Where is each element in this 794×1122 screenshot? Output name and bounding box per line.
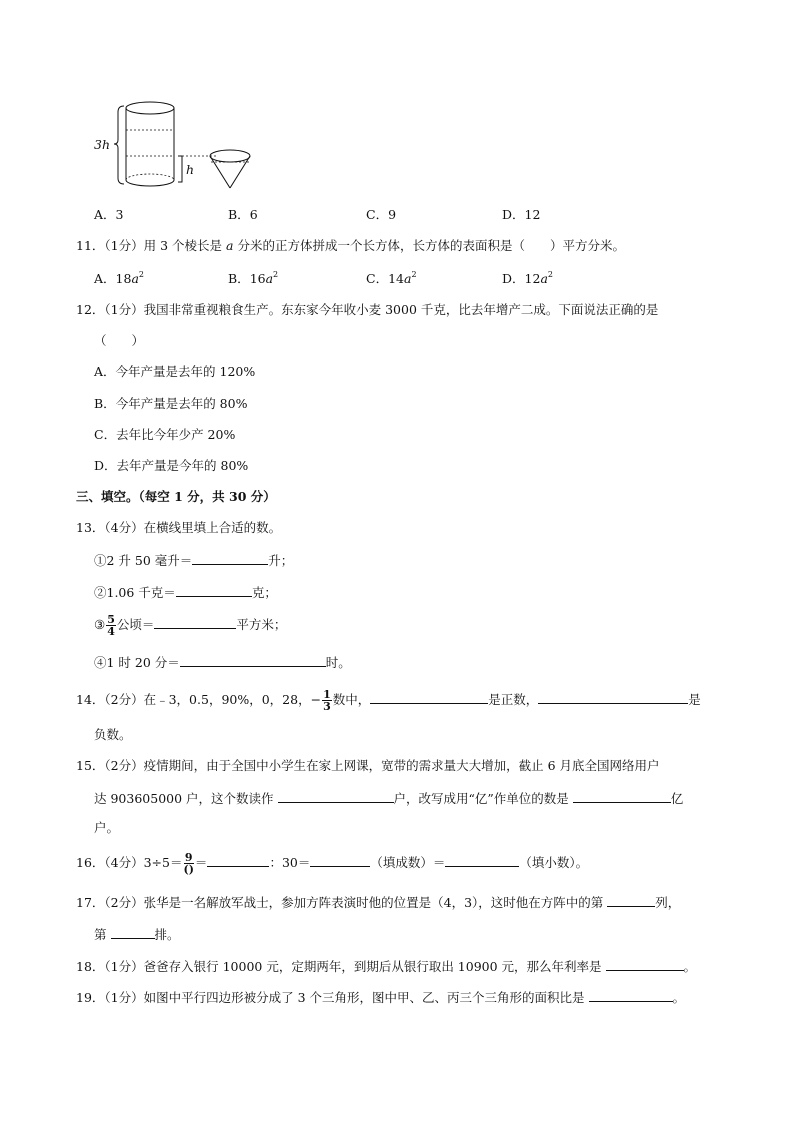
q10-option-d[interactable]: D．12 <box>502 207 541 222</box>
q12-option-c[interactable]: C．去年比今年少产 20% <box>94 427 236 442</box>
q12-paren: （ ） <box>94 333 145 348</box>
q15-blank-1[interactable] <box>278 789 394 803</box>
fraction-9-blank: $\frac{9}{()}$ <box>183 851 194 876</box>
fraction-1-3: $\frac{1}{3}$ <box>323 688 331 713</box>
q18-blank[interactable] <box>606 957 684 971</box>
q15-blank-2[interactable] <box>573 789 671 803</box>
q14-blank-2[interactable] <box>538 690 688 704</box>
q11-option-b[interactable]: B．$16a^2$ <box>228 270 279 286</box>
q17-line-2: 第 排。 <box>94 927 180 942</box>
q14-blank-1[interactable] <box>370 690 488 704</box>
cylinder-top <box>126 102 174 114</box>
q17-blank-2[interactable] <box>111 925 155 939</box>
q11-option-a[interactable]: A．$18a^2$ <box>94 270 144 286</box>
q19-line: 19．（1分）如图中平行四边形被分成了 3 个三角形，图中甲、乙、丙三个三角形的面积比是 。 <box>76 990 686 1005</box>
q12-stem: 12．（1分）我国非常重视粮食生产。东东家今年收小麦 3000 千克，比去年增产二成。下面说法正确的是 <box>76 302 659 317</box>
q13-item-4: ④1 时 20 分＝ 时。 <box>94 655 351 670</box>
q16-blank-3[interactable] <box>445 853 519 867</box>
q15-line-1: 15．（2分）疫情期间，由于全国中小学生在家上网课，宽带的需求量大大增加，截止 6 月底全国网络用户 <box>76 758 660 773</box>
q11-stem: 11．（1分）用 3 个棱长是 a 分米的正方体拼成一个长方体，长方体的表面积是（ ）平方分米。 <box>76 238 625 253</box>
label-h: h <box>186 162 195 177</box>
q11-option-c[interactable]: C．$14a^2$ <box>366 270 417 286</box>
q17-blank-1[interactable] <box>607 893 655 907</box>
label-3h: 3h <box>94 137 111 152</box>
q13-blank-4[interactable] <box>180 653 326 667</box>
q16-line: 16．（4分）3÷5＝ $\frac{9}{()}$ ＝ ：30＝ （填成数）＝ （填小数）。 <box>76 851 589 876</box>
q13-item-3: ③ $\frac{5}{4}$ 公顷＝ 平方米； <box>94 613 287 638</box>
q14-line-1: 14．（2分）在﹣3，0.5，90%，0，28，− $\frac{1}{3}$ 数中， 是正数， 是 <box>76 688 701 713</box>
q12-option-b[interactable]: B．今年产量是去年的 80% <box>94 396 248 411</box>
q13-blank-1[interactable] <box>192 551 268 565</box>
q17-line-1: 17．（2分）张华是一名解放军战士，参加方阵表演时他的位置是（4，3），这时他在方阵中的第 列， <box>76 895 681 910</box>
q10-option-c[interactable]: C．9 <box>366 207 397 222</box>
q13-blank-2[interactable] <box>176 583 252 597</box>
q15-line-2: 达 903605000 户，这个数读作 户，改写成用“亿”作单位的数是 亿 <box>94 791 684 806</box>
cylinder-cone-figure <box>90 96 290 196</box>
q13-stem: 13．（4分）在横线里填上合适的数。 <box>76 520 282 535</box>
q10-option-a[interactable]: A．3 <box>94 207 124 222</box>
section-3-title: 三、填空。（每空 1 分，共 30 分） <box>76 489 276 504</box>
q16-blank-1[interactable] <box>207 853 269 867</box>
brace-h <box>178 156 182 182</box>
q16-blank-2[interactable] <box>310 853 370 867</box>
fraction-5-4: $\frac{5}{4}$ <box>107 613 115 638</box>
q13-item-2: ②1.06 千克＝ 克； <box>94 585 277 600</box>
q11-option-d[interactable]: D．$12a^2$ <box>502 270 553 286</box>
q12-option-d[interactable]: D．去年产量是今年的 80% <box>94 458 249 473</box>
q19-blank[interactable] <box>589 988 673 1002</box>
q10-option-b[interactable]: B．6 <box>228 207 258 222</box>
brace-3h <box>114 106 124 184</box>
q14-line-2: 负数。 <box>94 727 132 742</box>
q12-option-a[interactable]: A．今年产量是去年的 120% <box>94 364 256 379</box>
q13-blank-3[interactable] <box>154 615 236 629</box>
q18-line: 18．（1分）爸爸存入银行 10000 元，定期两年，到期后从银行取出 10900 元，那么年利率是 。 <box>76 959 697 974</box>
q15-line-3: 户。 <box>94 820 120 835</box>
q13-item-1: ①2 升 50 毫升＝ 升； <box>94 553 294 568</box>
